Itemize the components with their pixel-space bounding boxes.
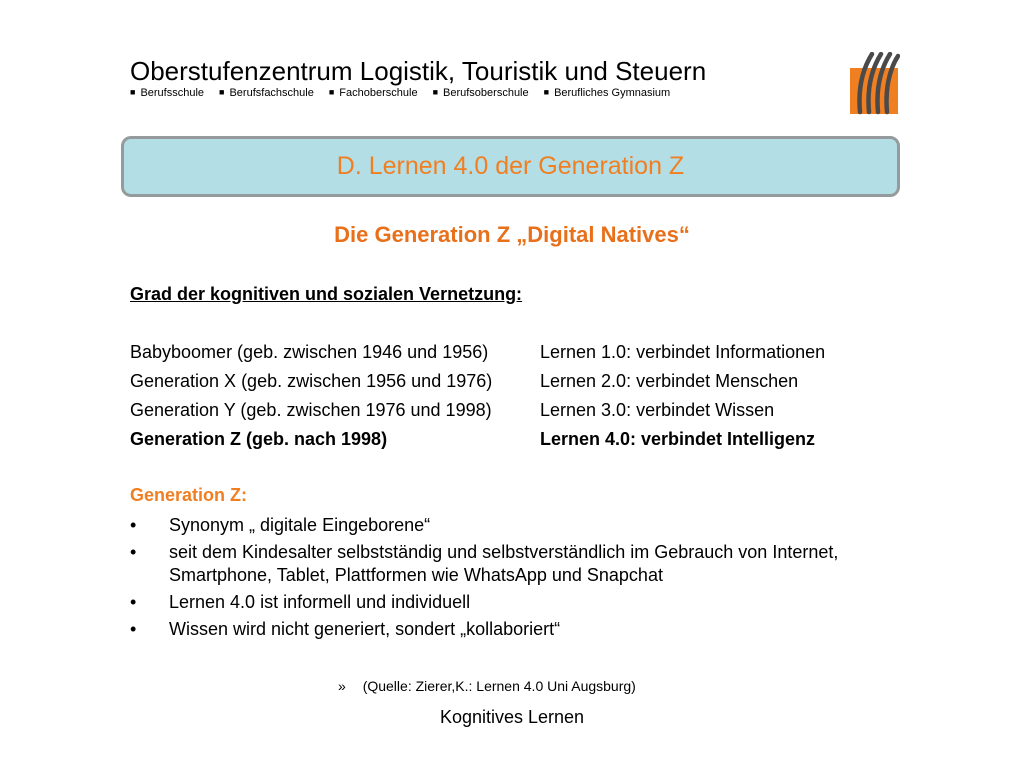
source-text: (Quelle: Zierer,K.: Lernen 4.0 Uni Augsburg) [362,678,636,694]
school-type-item: ■ Fachoberschule [329,87,418,99]
source-marker: » [338,678,346,694]
generation-name: Generation Z (geb. nach 1998) [130,429,388,449]
school-type-item: ■ Berufsoberschule [433,87,529,99]
generation-learning: Lernen 4.0: verbindet Intelligenz [540,429,816,449]
slide-title: D. Lernen 4.0 der Generation Z [336,152,685,180]
bullet-item: • seit dem Kindesalter selbstständig und selbstverständlich im Gebrauch von Internet, Smartphone, Tablet, Plattformen wie WhatsApp und Snapchat [130,541,890,587]
slide-subtitle: Die Generation Z „Digital Natives“ [334,222,690,247]
genz-bullet-list [130,514,890,645]
generation-learning: Lernen 3.0: verbindet Wissen [540,400,775,420]
school-logo-icon [850,52,900,116]
school-name: Oberstufenzentrum Logistik, Touristik und Steuern [130,56,707,86]
generation-name: Generation X (geb. zwischen 1956 und 1976) [130,371,493,391]
school-type-item: ■ Berufsfachschule [219,87,314,99]
generation-learning: Lernen 2.0: verbindet Menschen [540,371,799,391]
school-types-list [130,87,670,99]
school-type-item: ■ Berufsschule [130,87,204,99]
school-type-item: ■ Berufliches Gymnasium [544,87,671,99]
generation-learning: Lernen 1.0: verbindet Informationen [540,342,826,362]
bullet-item: • Synonym „ digitale Eingeborene“ [130,514,890,537]
bullet-item: • Lernen 4.0 ist informell und individuell [130,591,890,614]
source-citation [338,678,636,694]
generation-name: Babyboomer (geb. zwischen 1946 und 1956) [130,342,489,362]
title-banner [121,136,900,197]
slide-footer: Kognitives Lernen [439,707,585,727]
generation-name: Generation Y (geb. zwischen 1976 und 1998) [130,400,492,420]
bullet-item: • Wissen wird nicht generiert, sondert „kollaboriert“ [130,618,890,641]
network-heading: Grad der kognitiven und sozialen Vernetzung: [130,284,523,304]
genz-heading: Generation Z: [130,485,248,505]
